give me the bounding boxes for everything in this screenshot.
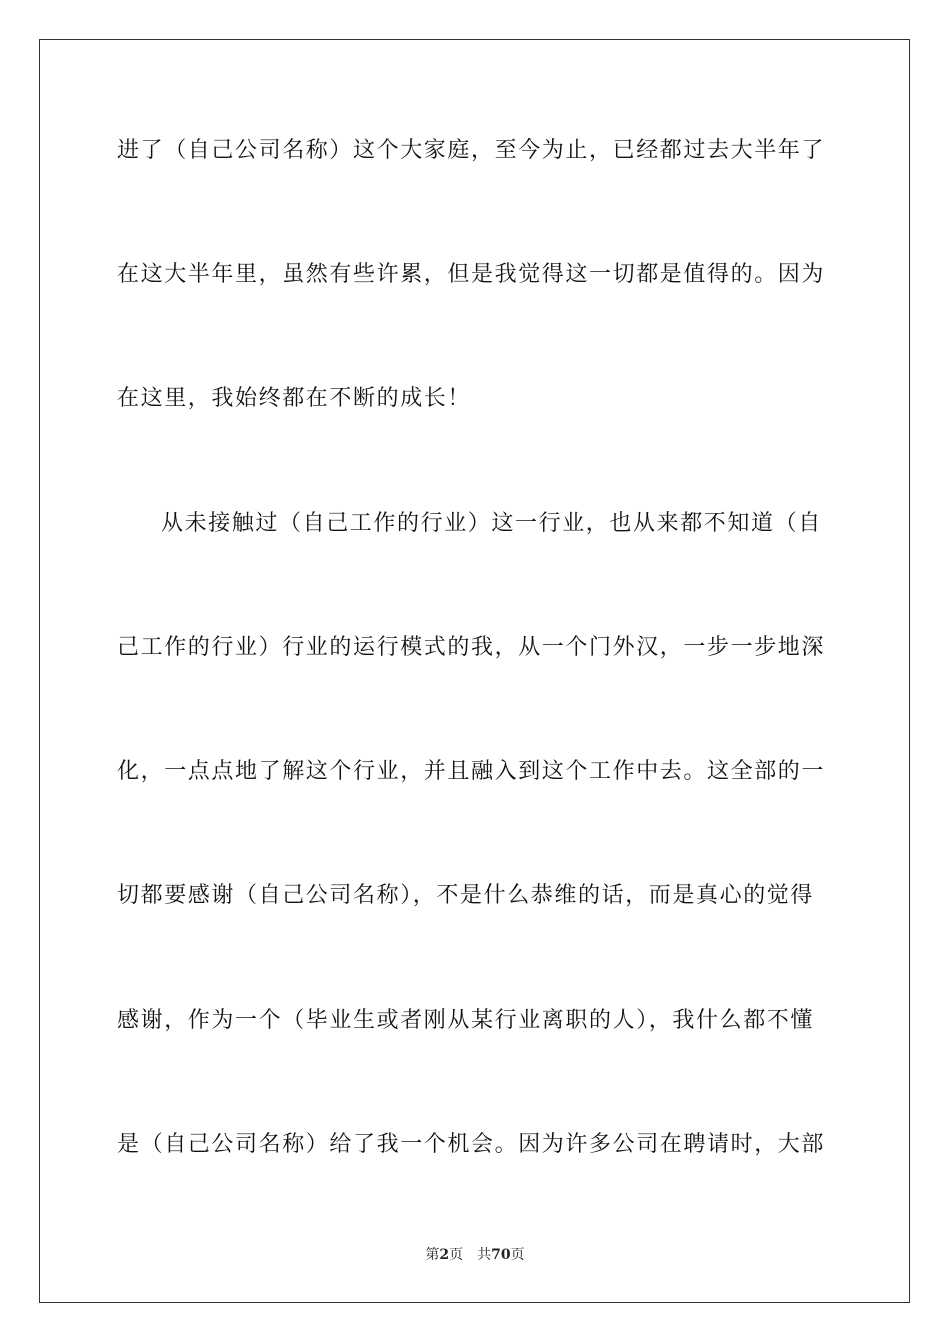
text-line-4: 从未接触过（自己工作的行业）这一行业，也从来都不知道（自 xyxy=(161,511,822,536)
page-prefix: 第 xyxy=(425,1247,440,1263)
text-line-5: 己工作的行业）行业的运行模式的我，从一个门外汉，一步一步地深 xyxy=(117,635,826,660)
page-suffix: 页 xyxy=(449,1247,464,1263)
text-line-7: 切都要感谢（自己公司名称），不是什么恭维的话，而是真心的觉得 xyxy=(117,883,815,908)
text-line-8: 感谢，作为一个（毕业生或者刚从某行业离职的人），我什么都不懂 xyxy=(117,1008,815,1033)
total-pages: 70 xyxy=(491,1247,511,1263)
total-suffix: 页 xyxy=(510,1247,525,1263)
text-line-9: 是（自己公司名称）给了我一个机会。因为许多公司在聘请时，大部 xyxy=(117,1132,826,1157)
page-footer xyxy=(0,1246,950,1264)
text-line-6: 化，一点点地了解这个行业，并且融入到这个工作中去。这全部的一 xyxy=(117,759,826,784)
text-line-2: 在这大半年里，虽然有些许累，但是我觉得这一切都是值得的。因为 xyxy=(117,262,826,287)
page-border xyxy=(39,39,910,1303)
text-line-3: 在这里，我始终都在不断的成长！ xyxy=(117,386,472,411)
page-number: 2 xyxy=(439,1247,450,1263)
text-line-1: 进了（自己公司名称）这个大家庭，至今为止，已经都过去大半年了 xyxy=(117,138,826,163)
total-prefix: 共 xyxy=(477,1247,492,1263)
